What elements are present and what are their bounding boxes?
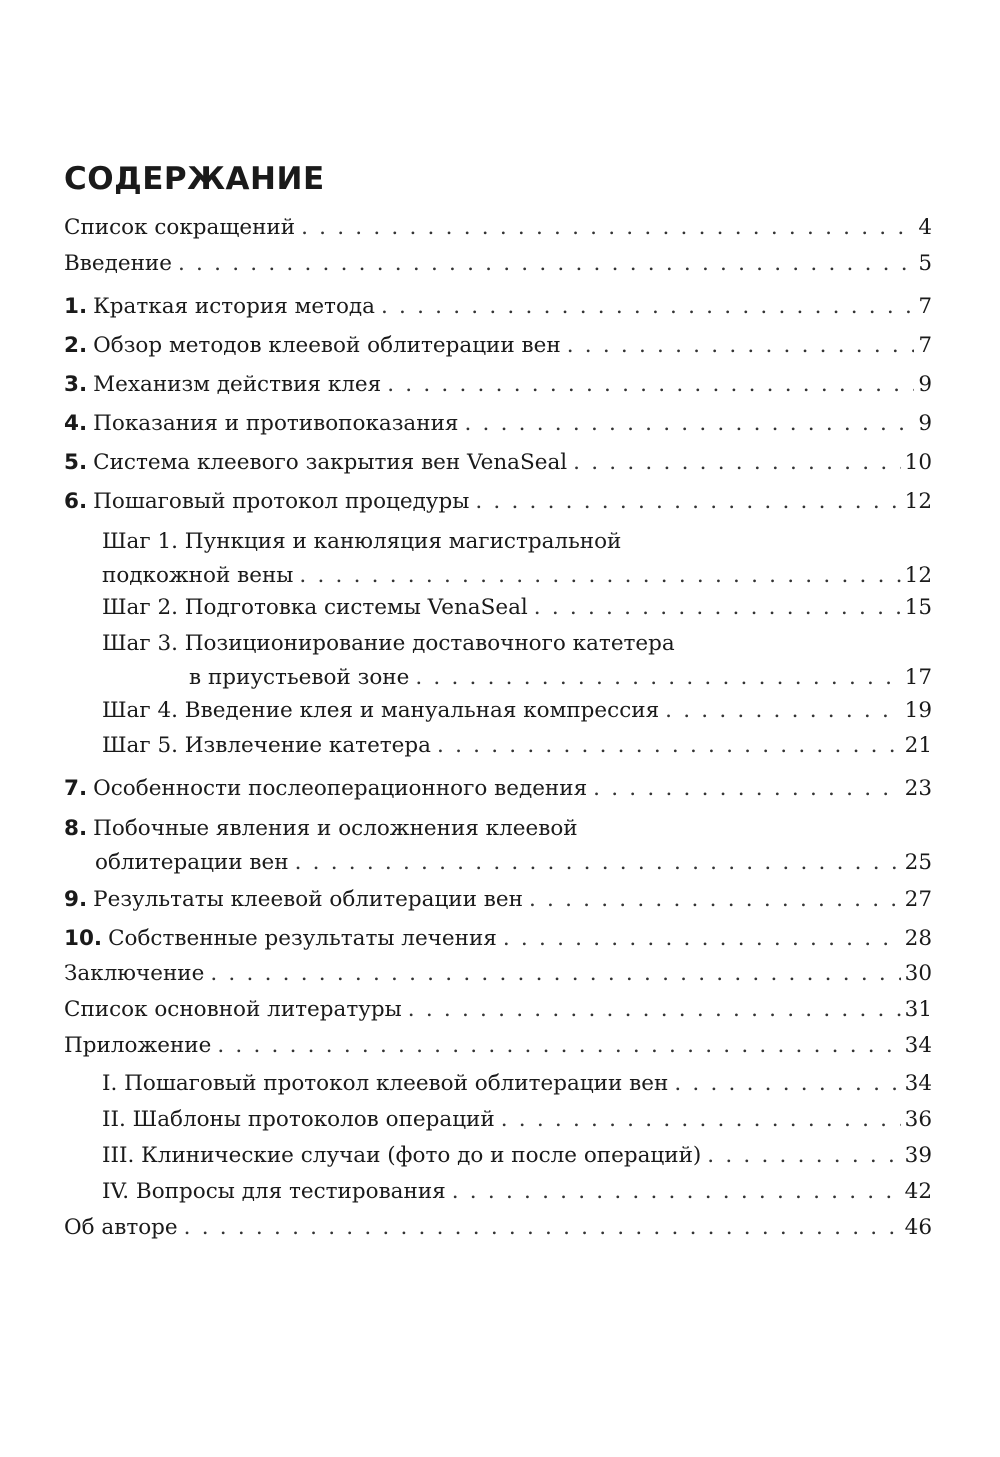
toc-entry-step-5 bbox=[102, 729, 932, 763]
leader-dots bbox=[295, 846, 901, 880]
toc-page-number: 25 bbox=[904, 850, 932, 875]
toc-entry-chapter-6 bbox=[64, 485, 932, 519]
toc-entry-chapter-7 bbox=[64, 772, 932, 806]
toc-entry-chapter-5 bbox=[64, 446, 932, 480]
toc-entry-text: IV. Вопросы для тестирования bbox=[102, 1179, 446, 1204]
toc-page-number: 28 bbox=[904, 926, 932, 951]
leader-dots bbox=[501, 1103, 901, 1137]
toc-page-number: 12 bbox=[904, 563, 932, 588]
chapter-number: 1. bbox=[64, 294, 88, 319]
toc-entry-text-line2: подкожной вены bbox=[102, 563, 294, 588]
toc-entry-references bbox=[64, 993, 932, 1027]
leader-dots bbox=[210, 957, 900, 991]
toc-entry-text: Система клеевого закрытия вен VenaSeal bbox=[93, 450, 568, 475]
toc-entry-step-2 bbox=[102, 591, 932, 625]
toc-page-number: 7 bbox=[918, 294, 932, 319]
leader-dots bbox=[665, 694, 901, 728]
toc-page-number: 12 bbox=[904, 489, 932, 514]
toc-page-number: 4 bbox=[918, 215, 932, 240]
toc-entry-chapter-8 bbox=[64, 812, 932, 880]
page-title: СОДЕРЖАНИЕ bbox=[64, 161, 325, 197]
leader-dots bbox=[529, 883, 901, 917]
toc-entry-text: Шаг 5. Извлечение катетера bbox=[102, 733, 431, 758]
toc-entry-step-3 bbox=[102, 627, 932, 695]
leader-dots bbox=[475, 485, 900, 519]
leader-dots bbox=[217, 1029, 900, 1063]
leader-dots bbox=[301, 211, 914, 245]
toc-page-number: 21 bbox=[904, 733, 932, 758]
leader-dots bbox=[415, 661, 900, 695]
leader-dots bbox=[381, 290, 914, 324]
toc-page-number: 34 bbox=[904, 1071, 932, 1096]
toc-entry-step-4 bbox=[102, 694, 932, 728]
leader-dots bbox=[437, 729, 901, 763]
toc-entry-step-1 bbox=[102, 525, 932, 593]
toc-page-number: 15 bbox=[904, 595, 932, 620]
leader-dots bbox=[674, 1067, 900, 1101]
chapter-number: 5. bbox=[64, 450, 88, 475]
toc-entry-text: II. Шаблоны протоколов операций bbox=[102, 1107, 495, 1132]
chapter-number: 8. bbox=[64, 816, 88, 841]
toc-page-number: 31 bbox=[904, 997, 932, 1022]
toc-entry-appendix-1 bbox=[102, 1067, 932, 1101]
toc-page-number: 7 bbox=[918, 333, 932, 358]
toc-entry-text: Механизм действия клея bbox=[93, 372, 382, 397]
toc-entry-text: Особенности послеоперационного ведения bbox=[93, 776, 588, 801]
leader-dots bbox=[299, 559, 900, 593]
toc-entry-text-line1: Шаг 3. Позиционирование доставочного катетера bbox=[102, 631, 675, 656]
toc-entry-text: Заключение bbox=[64, 961, 205, 986]
toc-entry-about-author bbox=[64, 1211, 932, 1245]
toc-page-number: 36 bbox=[904, 1107, 932, 1132]
toc-entry-text-line2: в приустьевой зоне bbox=[189, 665, 410, 690]
toc-entry-text: I. Пошаговый протокол клеевой облитерации вен bbox=[102, 1071, 669, 1096]
toc-entry-chapter-3 bbox=[64, 368, 932, 402]
leader-dots bbox=[534, 591, 901, 625]
chapter-number: 10. bbox=[64, 926, 103, 951]
toc-entry-appendix-2 bbox=[102, 1103, 932, 1137]
leader-dots bbox=[452, 1175, 901, 1209]
toc-entry-conclusion bbox=[64, 957, 932, 991]
chapter-number: 7. bbox=[64, 776, 88, 801]
toc-entry-text: Приложение bbox=[64, 1033, 212, 1058]
toc-entry-chapter-2 bbox=[64, 329, 932, 363]
toc-page-number: 10 bbox=[904, 450, 932, 475]
toc-entry-chapter-10 bbox=[64, 922, 932, 956]
toc-entry-text-line1: Шаг 1. Пункция и канюляция магистральной bbox=[102, 529, 622, 554]
toc-page-number: 27 bbox=[904, 887, 932, 912]
leader-dots bbox=[408, 993, 901, 1027]
chapter-number: 2. bbox=[64, 333, 88, 358]
toc-page-number: 17 bbox=[904, 665, 932, 690]
toc-entry-text: Введение bbox=[64, 251, 172, 276]
toc-entry-text: Результаты клеевой облитерации вен bbox=[93, 887, 523, 912]
toc-entry-text: Шаг 2. Подготовка системы VenaSeal bbox=[102, 595, 528, 620]
toc-entry-text: Список основной литературы bbox=[64, 997, 402, 1022]
chapter-number: 6. bbox=[64, 489, 88, 514]
leader-dots bbox=[503, 922, 901, 956]
toc-entry-appendix-3 bbox=[102, 1139, 932, 1173]
leader-dots bbox=[178, 247, 914, 281]
toc-page-number: 46 bbox=[904, 1215, 932, 1240]
leader-dots bbox=[593, 772, 900, 806]
toc-entry-text: Показания и противопоказания bbox=[93, 411, 459, 436]
leader-dots bbox=[573, 446, 900, 480]
toc-page-number: 9 bbox=[918, 372, 932, 397]
toc-page-number: 42 bbox=[904, 1179, 932, 1204]
toc-entry-text: Список сокращений bbox=[64, 215, 296, 240]
toc-page-number: 5 bbox=[918, 251, 932, 276]
toc-entry-introduction bbox=[64, 247, 932, 281]
leader-dots bbox=[567, 329, 915, 363]
toc-entry-abbreviations bbox=[64, 211, 932, 245]
toc-entry-text: III. Клинические случаи (фото до и после операций) bbox=[102, 1143, 702, 1168]
toc-page-number: 19 bbox=[904, 698, 932, 723]
toc-entry-chapter-9 bbox=[64, 883, 932, 917]
chapter-number: 4. bbox=[64, 411, 88, 436]
leader-dots bbox=[184, 1211, 901, 1245]
leader-dots bbox=[464, 407, 914, 441]
toc-entry-text: Краткая история метода bbox=[93, 294, 375, 319]
toc-entry-text: Собственные результаты лечения bbox=[108, 926, 497, 951]
toc-page-number: 9 bbox=[918, 411, 932, 436]
toc-page-number: 23 bbox=[904, 776, 932, 801]
toc-page-number: 39 bbox=[904, 1143, 932, 1168]
leader-dots bbox=[707, 1139, 900, 1173]
leader-dots bbox=[387, 368, 914, 402]
toc-entry-text: Об авторе bbox=[64, 1215, 178, 1240]
chapter-number: 9. bbox=[64, 887, 88, 912]
toc-entry-text: Пошаговый протокол процедуры bbox=[93, 489, 470, 514]
chapter-number: 3. bbox=[64, 372, 88, 397]
toc-entry-appendix bbox=[64, 1029, 932, 1063]
toc-page-number: 30 bbox=[904, 961, 932, 986]
toc-entry-text: Шаг 4. Введение клея и мануальная компрессия bbox=[102, 698, 660, 723]
toc-entry-text-line1: Побочные явления и осложнения клеевой bbox=[93, 816, 578, 841]
toc-entry-chapter-4 bbox=[64, 407, 932, 441]
toc-page-number: 34 bbox=[904, 1033, 932, 1058]
toc-entry-text: Обзор методов клеевой облитерации вен bbox=[93, 333, 561, 358]
toc-entry-appendix-4 bbox=[102, 1175, 932, 1209]
toc-entry-text-line2: облитерации вен bbox=[95, 850, 289, 875]
toc-entry-chapter-1 bbox=[64, 290, 932, 324]
